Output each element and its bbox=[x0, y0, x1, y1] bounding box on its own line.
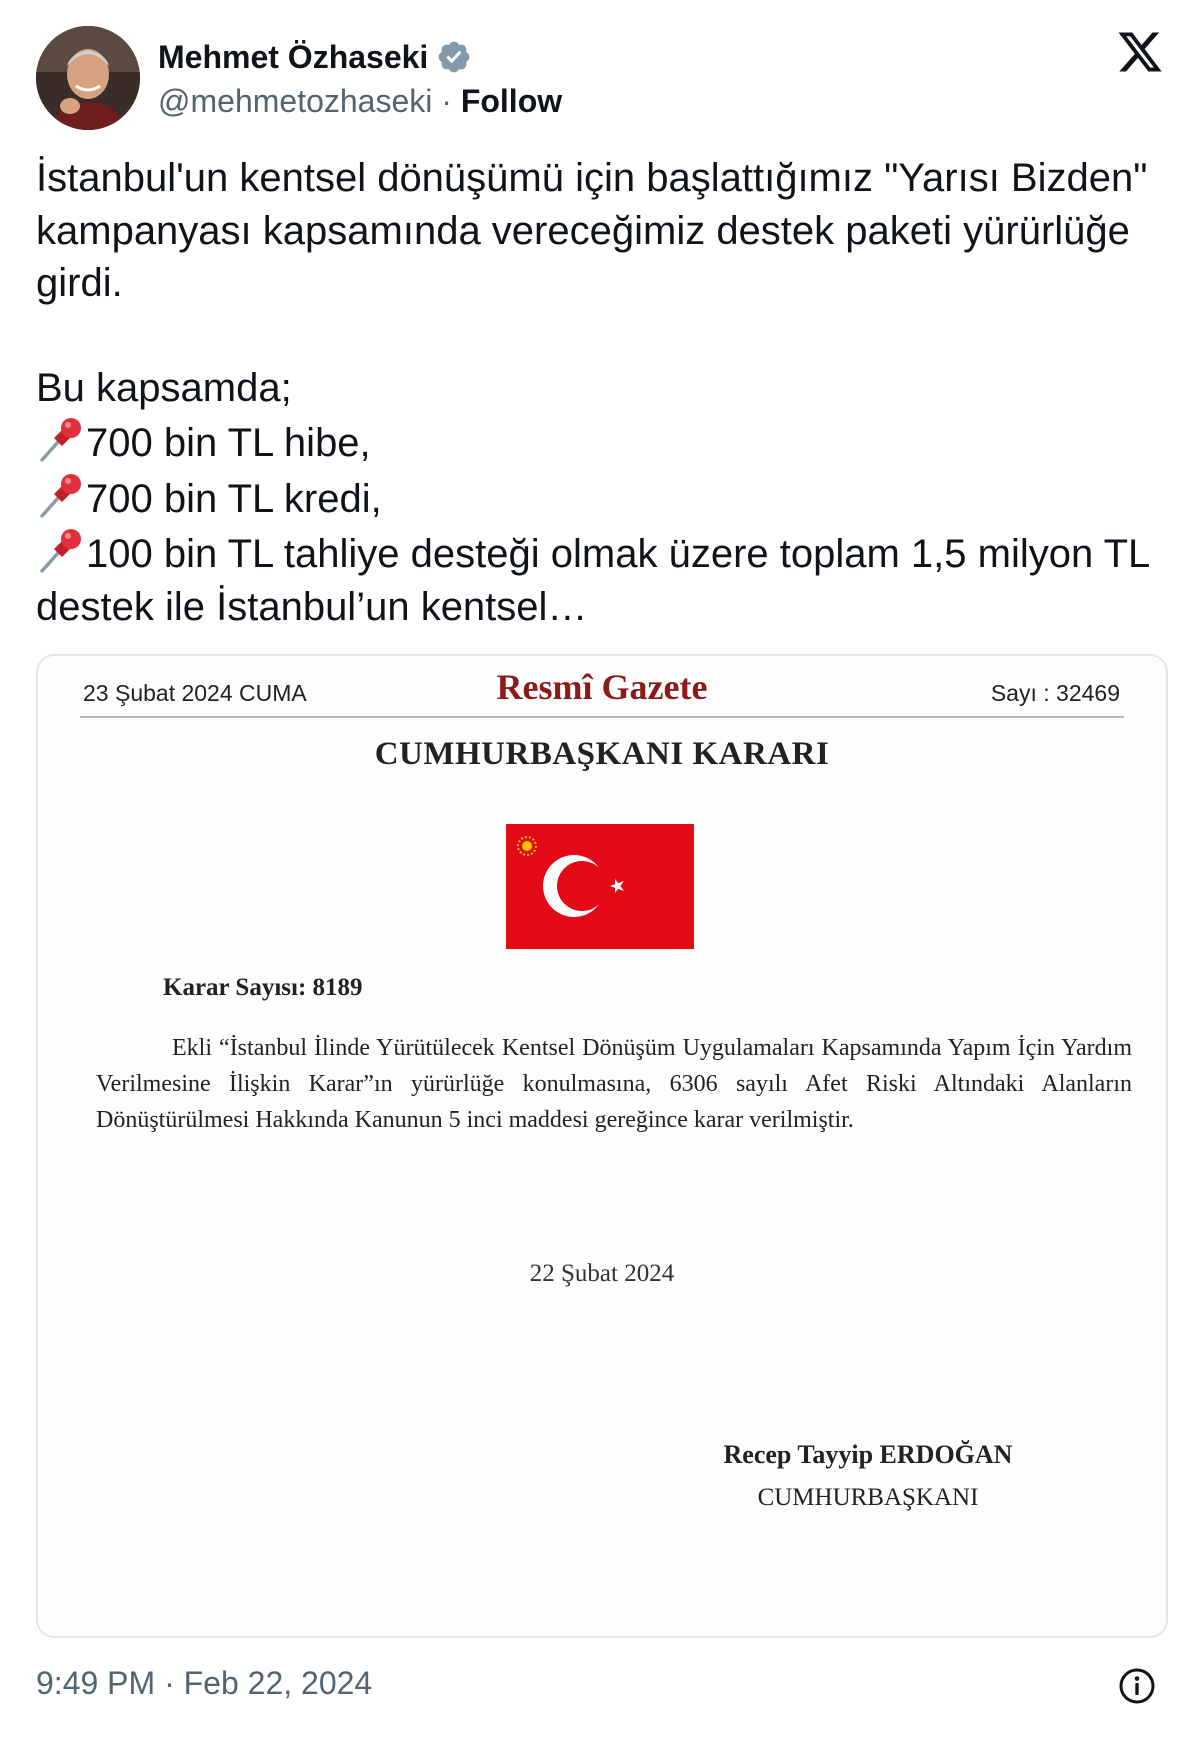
gazette-date: 23 Şubat 2024 CUMA bbox=[83, 680, 307, 706]
gazette-title: Resmî Gazete bbox=[496, 667, 708, 707]
tweet-timestamp[interactable]: 9:49 PM · Feb 22, 2024 bbox=[36, 1665, 373, 1701]
gazette-issue: Sayı : 32469 bbox=[990, 680, 1120, 706]
decree-heading: CUMHURBAŞKANI KARARI bbox=[374, 736, 830, 772]
verified-badge-icon bbox=[436, 39, 472, 75]
gazette-image[interactable] bbox=[36, 654, 1168, 1638]
gazette-divider bbox=[80, 716, 1124, 718]
signer-title: CUMHURBAŞKANI bbox=[757, 1484, 979, 1511]
bullet-text-2: 700 bin TL kredi, bbox=[86, 476, 382, 521]
x-logo-icon[interactable] bbox=[1116, 28, 1164, 76]
tweet-bullet bbox=[36, 525, 1170, 633]
handle-separator: · bbox=[441, 83, 452, 119]
presidential-flag-icon bbox=[506, 824, 694, 949]
decision-number: Karar Sayısı: 8189 bbox=[163, 974, 363, 1001]
pushpin-icon bbox=[36, 525, 86, 575]
author-handle-row bbox=[158, 82, 562, 120]
tweet-text bbox=[36, 152, 1170, 633]
bullet-text-1: 700 bin TL hibe, bbox=[86, 421, 371, 465]
tweet-bullet bbox=[36, 414, 1170, 470]
pushpin-icon bbox=[36, 414, 86, 464]
bullet-text-3: 100 bin TL tahliye desteği olmak üzere toplam 1,5 milyon TL destek ile İstanbul’un kentsel… bbox=[36, 532, 1149, 629]
decree-body: Ekli “İstanbul İlinde Yürütülecek Kentsel Dönüşüm Uygulamaları Kapsamında Yapım İçin Yardım Verilmesine İlişkin Karar”ın yürürlüğe konulmasına, 6306 sayılı Afet Riski Altındaki Alanların Dönüştürülmesi Hakkında Kanunun 5 inci maddesi gereğince karar verilmiştir. bbox=[96, 1035, 1132, 1133]
decision-date: 22 Şubat 2024 bbox=[529, 1260, 675, 1287]
pushpin-icon bbox=[36, 470, 86, 520]
author-name[interactable]: Mehmet Özhaseki bbox=[158, 39, 429, 75]
avatar[interactable] bbox=[36, 26, 140, 130]
tweet-bullet bbox=[36, 470, 1170, 526]
tweet-intro: İstanbul'un kentsel dönüşümü için başlattığımız "Yarısı Bizden" kampanyası kapsamında vereceğimiz destek paketi yürürlüğe girdi. bbox=[36, 156, 1148, 305]
author-handle[interactable]: @mehmetozhaseki bbox=[158, 83, 433, 119]
avatar-portrait-icon bbox=[36, 26, 140, 130]
tweet-lead: Bu kapsamda; bbox=[36, 365, 292, 410]
signer-name: Recep Tayyip ERDOĞAN bbox=[723, 1440, 1013, 1469]
info-icon[interactable] bbox=[1117, 1666, 1157, 1706]
signature-block bbox=[718, 1436, 1018, 1518]
follow-button[interactable]: Follow bbox=[460, 83, 563, 119]
tweet-header bbox=[36, 26, 1164, 130]
